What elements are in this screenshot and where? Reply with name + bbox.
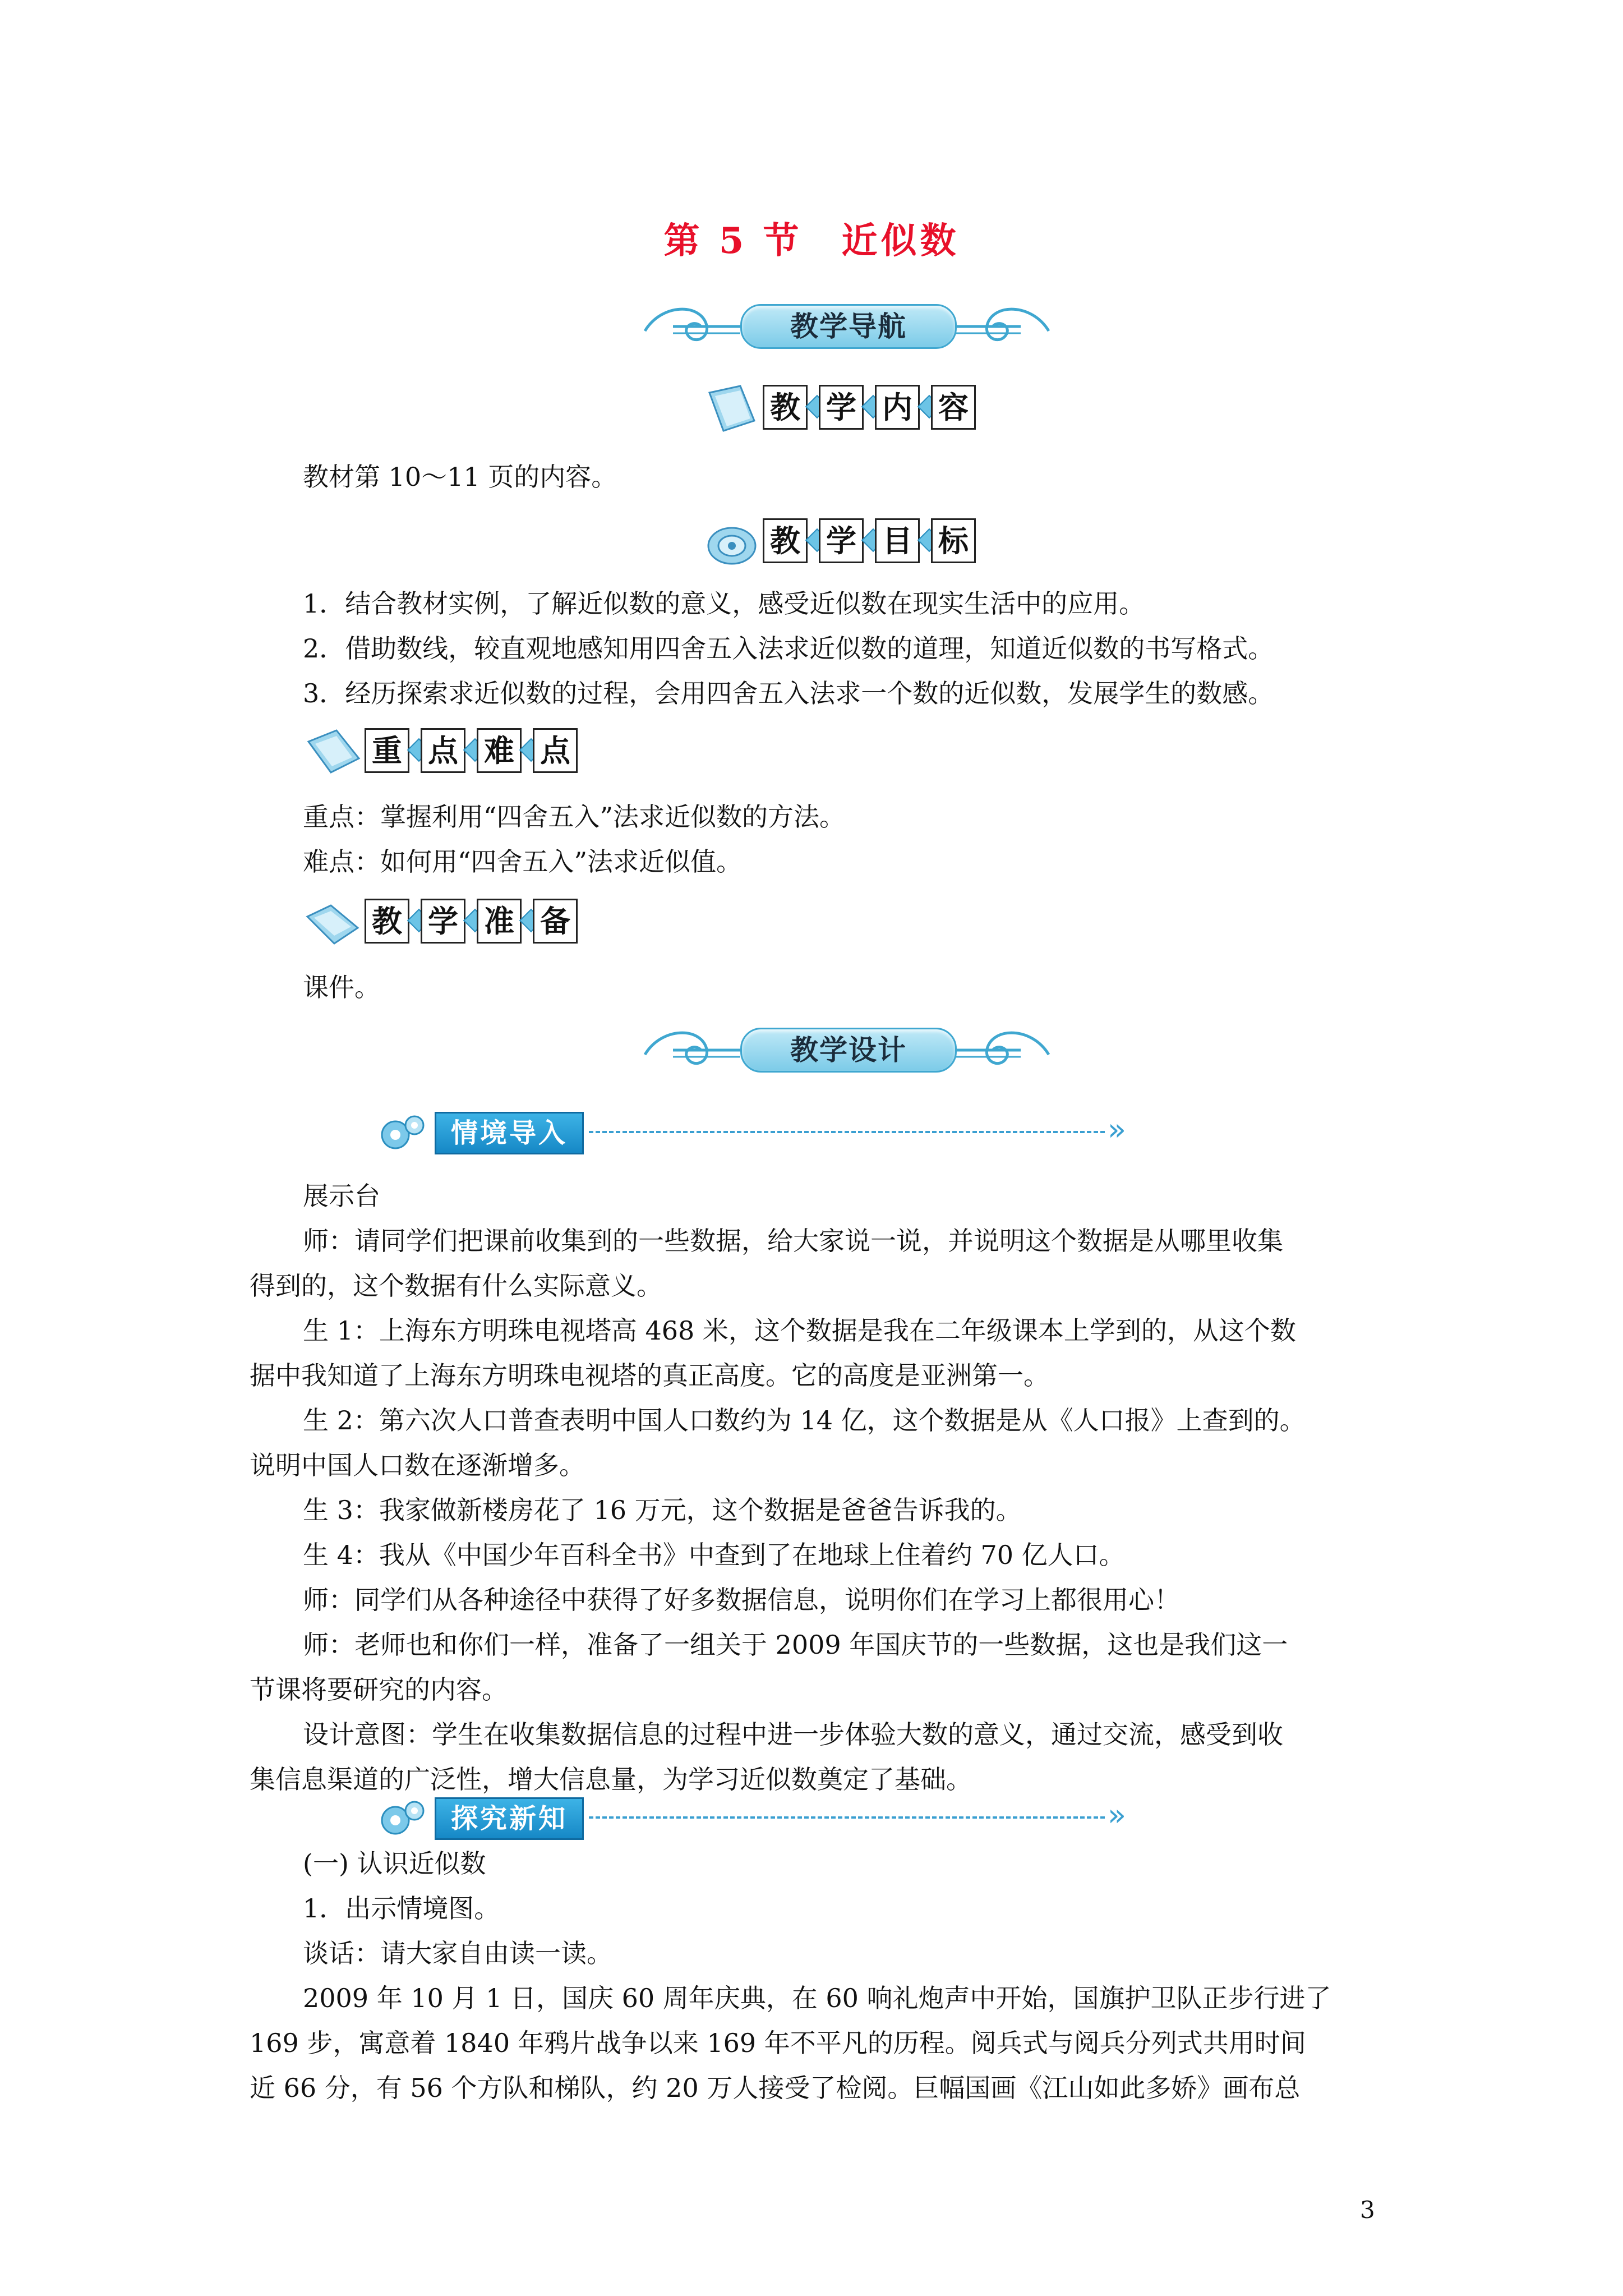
body-line: 师：同学们从各种途径中获得了好多数据信息，说明你们在学习上都很用心！ [303, 1585, 1180, 1615]
body-line: 谈话：请大家自由读一读。 [303, 1938, 612, 1968]
heading-char: 重 [365, 728, 409, 773]
key-point-item: 重点：掌握利用“四舍五入”法求近似数的方法。 [303, 802, 846, 832]
heading-char: 备 [533, 899, 578, 944]
body-line: 展示台 [303, 1181, 380, 1211]
body-line: 2009 年 10 月 1 日，国庆 60 周年庆典，在 60 响礼炮声中开始，国旗护卫队正步行进了 [303, 1983, 1331, 2013]
double-chevron-right-icon: » [1108, 1112, 1127, 1147]
gears-icon [373, 1795, 432, 1840]
page-title: 第 5 节 近似数 [663, 220, 960, 262]
heading-char: 准 [477, 899, 522, 944]
heading-char: 学 [819, 518, 864, 563]
folder-icon [303, 895, 365, 951]
content-text: 教材第 10～11 页的内容。 [303, 462, 617, 492]
banner-label: 教学导航 [740, 304, 957, 349]
heading-char: 教 [763, 518, 808, 563]
goal-item: 3．经历探索求近似数的过程，会用四舍五入法求一个数的近似数，发展学生的数感。 [303, 678, 1274, 708]
dashed-divider [589, 1816, 1105, 1819]
target-icon [701, 515, 763, 571]
body-line: 集信息渠道的广泛性，增大信息量，为学习近似数奠定了基础。 [250, 1764, 972, 1795]
banner-label: 教学设计 [740, 1028, 957, 1073]
heading-char: 目 [875, 518, 920, 563]
section-bar-explore [373, 1795, 1169, 1840]
heading-char: 容 [931, 385, 976, 430]
heading-char: 学 [421, 899, 465, 944]
heading-char: 点 [533, 728, 578, 773]
heading-char: 教 [763, 385, 808, 430]
body-line: 1．出示情境图。 [303, 1893, 500, 1924]
body-line: 生 4：我从《中国少年百科全书》中查到了在地球上住着约 70 亿人口。 [303, 1540, 1125, 1570]
body-line: 设计意图：学生在收集数据信息的过程中进一步体验大数的意义，通过交流，感受到收 [303, 1719, 1283, 1750]
goal-item: 2．借助数线，较直观地感知用四舍五入法求近似数的道理，知道近似数的书写格式。 [303, 633, 1274, 664]
dashed-divider [589, 1131, 1105, 1133]
heading-char: 内 [875, 385, 920, 430]
heading-char: 学 [819, 385, 864, 430]
key-point-item: 难点：如何用“四舍五入”法求近似值。 [303, 846, 743, 877]
body-line: 说明中国人口数在逐渐增多。 [250, 1450, 585, 1480]
section-tag: 情境导入 [435, 1112, 584, 1154]
preparation-text: 课件。 [303, 972, 380, 1002]
goal-item: 1．结合教材实例，了解近似数的意义，感受近似数在现实生活中的应用。 [303, 588, 1145, 619]
body-line: 节课将要研究的内容。 [250, 1674, 508, 1705]
body-line: 生 3：我家做新楼房花了 16 万元，这个数据是爸爸告诉我的。 [303, 1495, 1022, 1525]
book-icon [701, 381, 763, 438]
double-chevron-right-icon: » [1108, 1797, 1127, 1833]
body-line: 师：请同学们把课前收集到的一些数据，给大家说一说，并说明这个数据是从哪里收集 [303, 1226, 1283, 1256]
heading-char: 标 [931, 518, 976, 563]
body-line: (一) 认识近似数 [303, 1848, 486, 1879]
heading-char: 难 [477, 728, 522, 773]
heading-preparation [303, 895, 594, 947]
heading-key-points [303, 725, 594, 776]
section-tag: 探究新知 [435, 1797, 584, 1840]
gears-icon [373, 1110, 432, 1154]
body-line: 据中我知道了上海东方明珠电视塔的真正高度。它的高度是亚洲第一。 [250, 1360, 1049, 1391]
heading-char: 点 [421, 728, 465, 773]
body-line: 近 66 分，有 56 个方队和梯队，约 20 万人接受了检阅。巨幅国画《江山如此多娇》画布总 [250, 2073, 1301, 2103]
body-line: 得到的，这个数据有什么实际意义。 [250, 1271, 662, 1301]
heading-char: 教 [365, 899, 409, 944]
body-line: 生 2：第六次人口普查表明中国人口数约为 14 亿，这个数据是从《人口报》上查到的。 [303, 1405, 1306, 1435]
section-banner-teaching-guide [639, 292, 1054, 359]
section-banner-teaching-design [639, 1015, 1054, 1083]
document-icon [303, 725, 365, 781]
body-line: 169 步，寓意着 1840 年鸦片战争以来 169 年不平凡的历程。阅兵式与阅兵分列式共用时间 [250, 2028, 1306, 2058]
heading-teaching-goals [701, 515, 993, 567]
heading-teaching-content [701, 381, 993, 433]
page-number: 3 [1360, 2196, 1375, 2224]
body-line: 师：老师也和你们一样，准备了一组关于 2009 年国庆节的一些数据，这也是我们这一 [303, 1630, 1288, 1660]
section-bar-intro [373, 1110, 1169, 1154]
body-line: 生 1：上海东方明珠电视塔高 468 米，这个数据是我在二年级课本上学到的，从这个数 [303, 1315, 1296, 1346]
